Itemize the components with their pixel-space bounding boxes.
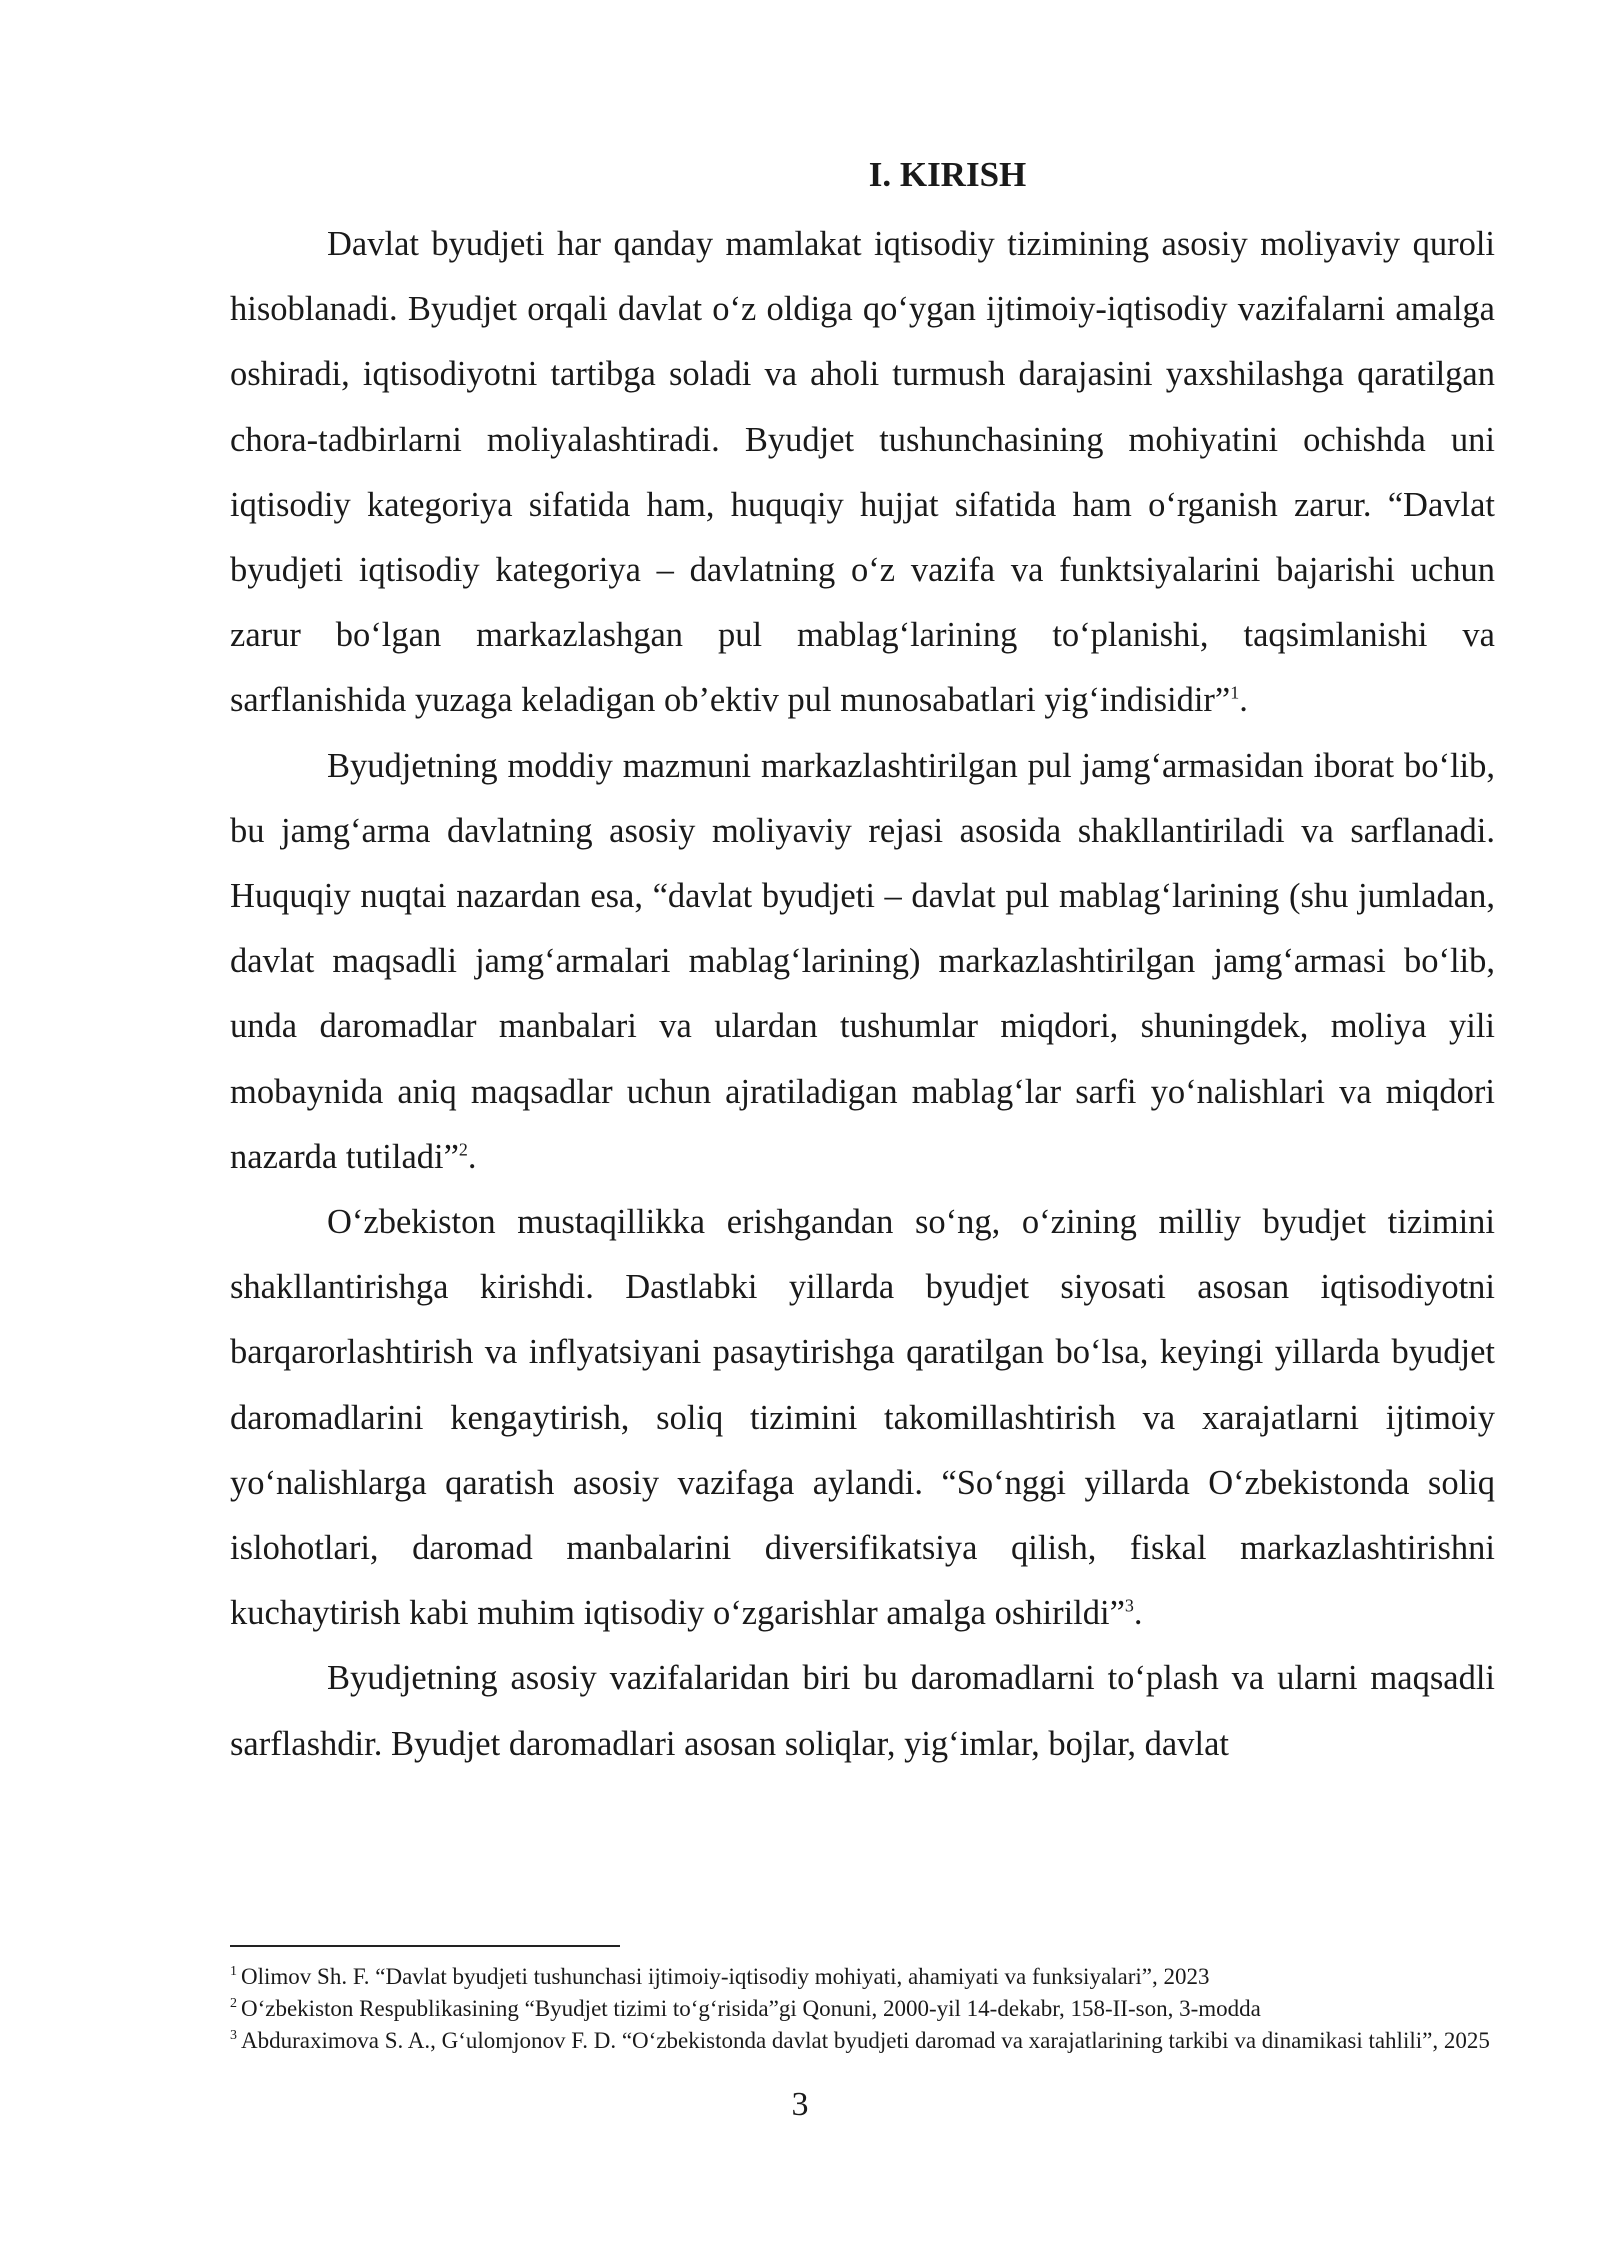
paragraph-end: . [1239, 681, 1248, 720]
page-number: 3 [791, 2086, 809, 2123]
section-heading: I. KIRISH [868, 155, 1027, 194]
footnote-1 [230, 1961, 1495, 1993]
footnote-3 [230, 2025, 1495, 2057]
paragraph-1 [230, 212, 1495, 734]
footnote-2 [230, 1993, 1495, 2025]
paragraph-text: Davlat byudjeti har qanday mamlakat iqtisodiy tizimining asosiy moliyaviy quroli hisoblanadi. Byudjet orqali davlat o‘z oldiga qo‘ygan ijtimoiy-iqtisodiy vazifalarni amalga oshiradi, iqtisodiyotni tartibga soladi va aholi turmush darajasini yaxshilashga qaratilgan chora-tadbirlarni moliyalashtiradi. Byudjet tushunchasining mohiyatini ochishda uni iqtisodiy kategoriya sifatida ham, huquqiy hujjat sifatida ham o‘rganish zarur. “Davlat byudjeti iqtisodiy kategoriya – davlatning o‘z vazifa va funktsiyalarini bajarishi uchun zarur bo‘lgan markazlashgan pul mablag‘larining to‘planishi, taqsimlanishi va sarflanishida yuzaga keladigan ob’ektiv pul munosabatlari yig‘indisidir” [230, 225, 1495, 720]
footnote-number: 1 [230, 1964, 237, 1980]
paragraph-text: Byudjetning asosiy vazifalaridan biri bu daromadlarni to‘plash va ularni maqsadli sarflashdir. Byudjet daromadlari asosan soliqlar, yig‘imlar, bojlar, davlat [230, 1659, 1495, 1763]
footnote-ref[interactable]: 1 [1230, 682, 1240, 703]
footnote-ref[interactable]: 2 [458, 1139, 468, 1160]
footnote-text: Olimov Sh. F. “Davlat byudjeti tushunchasi ijtimoiy-iqtisodiy mohiyati, ahamiyati va funksiyalari”, 2023 [241, 1964, 1210, 1989]
paragraph-end: . [467, 1137, 477, 1176]
footnote-text: O‘zbekiston Respublikasining “Byudjet tizimi to‘g‘risida”gi Qonuni, 2000-yil 14-dekabr, 158-II-son, 3-modda [241, 1996, 1261, 2021]
footnote-number: 3 [230, 2028, 237, 2044]
paragraph-2 [230, 734, 1495, 1190]
paragraph-4 [230, 1646, 1495, 1776]
footnote-ref[interactable]: 3 [1124, 1595, 1134, 1616]
footnote-number: 2 [230, 1996, 237, 2012]
paragraph-text: Byudjetning moddiy mazmuni markazlashtirilgan pul jamg‘armasidan iborat bo‘lib, bu jamg‘arma davlatning asosiy moliyaviy rejasi asosida shakllantiriladi va sarflanadi. Huquqiy nuqtai nazardan esa, “davlat byudjeti – davlat pul mablag‘larining (shu jumladan, davlat maqsadli jamg‘armalari mablag‘larining) markazlashtirilgan jamg‘armasi bo‘lib, unda daromadlar manbalari va ulardan tushumlar miqdori, shuningdek, moliya yili mobaynida aniq maqsadlar uchun ajratiladigan mablag‘lar sarfi yo‘nalishlari va miqdori nazarda tutiladi” [230, 746, 1495, 1176]
paragraph-text: O‘zbekiston mustaqillikka erishgandan so‘ng, o‘zining milliy byudjet tizimini shakllantirishga kirishdi. Dastlabki yillarda byudjet siyosati asosan iqtisodiyotni barqarorlashtirish va inflyatsiyani pasaytirishga qaratilgan bo‘lsa, keyingi yillarda byudjet daromadlarini kengaytirish, soliq tizimini takomillashtirish va xarajatlarni ijtimoiy yo‘nalishlarga qaratish asosiy vazifaga aylandi. “So‘nggi yillarda O‘zbekistonda soliq islohotlari, daromad manbalarini diversifikatsiya qilish, fiskal markazlashtirishni kuchaytirish kabi muhim iqtisodiy o‘zgarishlar amalga oshirildi” [230, 1203, 1495, 1633]
paragraph-3 [230, 1190, 1495, 1646]
footnote-separator [230, 1945, 620, 1947]
paragraph-end: . [1133, 1594, 1143, 1633]
footnote-text: Abduraximova S. A., G‘ulomjonov F. D. “O‘zbekistonda davlat byudjeti daromad va xarajatlarining tarkibi va dinamikasi tahlili”, 2025 [241, 2028, 1490, 2053]
main-text [230, 150, 1495, 1777]
footnotes-section [230, 1945, 1495, 2057]
